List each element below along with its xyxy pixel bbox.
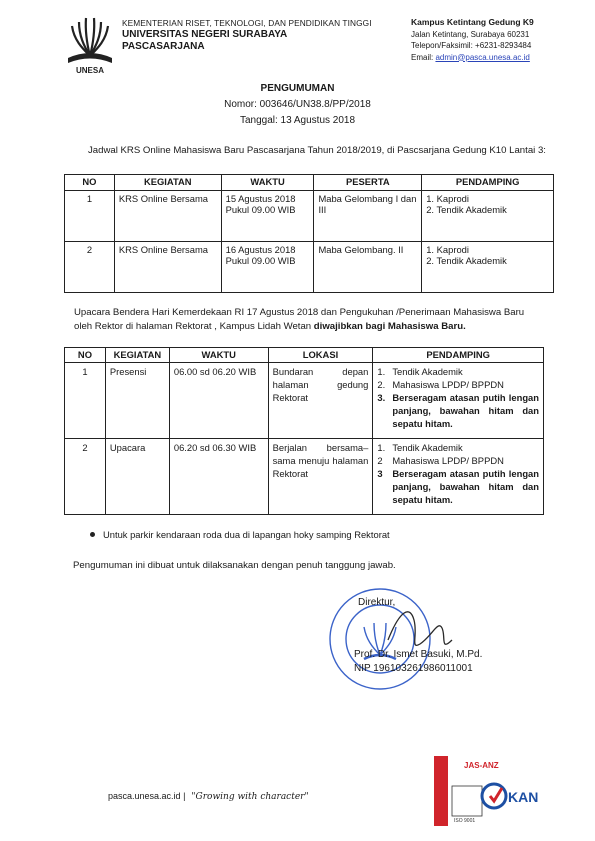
row-number: 2 bbox=[65, 242, 115, 293]
university-name: UNIVERSITAS NEGERI SURABAYA bbox=[122, 29, 288, 40]
item-text: Berseragam atasan putih lengan panjang, bawahan hitam dan sepatu hitam. bbox=[392, 392, 539, 429]
participant-cell: Maba Gelombang I dan III bbox=[314, 191, 422, 242]
time-cell bbox=[221, 191, 314, 242]
item-text: Berseragam atasan putih lengan panjang, bawahan hitam dan sepatu hitam. bbox=[392, 468, 539, 505]
krs-schedule-table bbox=[64, 174, 554, 293]
column-header: KEGIATAN bbox=[114, 175, 221, 191]
time-cell: 06.00 sd 06.20 WIB bbox=[169, 363, 268, 439]
list-item bbox=[377, 391, 539, 430]
signature-block bbox=[354, 596, 482, 676]
institution-block bbox=[122, 17, 372, 53]
parking-text: Untuk parkir kendaraan roda dua di lapangan hoky samping Rektorat bbox=[103, 529, 390, 540]
address-block bbox=[411, 17, 534, 63]
table-header-row bbox=[65, 348, 544, 363]
time-cell bbox=[221, 242, 314, 293]
time-date: 15 Agustus 2018 bbox=[225, 193, 296, 204]
list-item bbox=[377, 467, 539, 506]
column-header: KEGIATAN bbox=[105, 348, 169, 363]
footer-site: pasca.unesa.ac.id bbox=[108, 791, 181, 801]
column-header: PENDAMPING bbox=[422, 175, 554, 191]
footer-slogan: "Growing with character" bbox=[191, 792, 309, 802]
item-text: Mahasiswa LPDP/ BPPDN bbox=[392, 455, 504, 466]
item-number: 3 bbox=[377, 468, 383, 479]
ceremony-paragraph bbox=[74, 306, 544, 334]
companion-item: 1. Kaprodi bbox=[426, 244, 469, 255]
item-text: Tendik Akademik bbox=[392, 366, 463, 377]
parking-note bbox=[90, 529, 390, 540]
participant-cell: Maba Gelombang. II bbox=[314, 242, 422, 293]
ceremony-schedule-table bbox=[64, 347, 544, 515]
column-header: WAKTU bbox=[169, 348, 268, 363]
signer-role: Direktur, bbox=[358, 597, 396, 608]
krs-intro: Jadwal KRS Online Mahasiswa Baru Pascasarjana Tahun 2018/2019, di Pascsarjana Gedung K10 Lantai 3: bbox=[88, 145, 546, 156]
list-item bbox=[377, 441, 539, 454]
ministry-name: KEMENTERIAN RISET, TEKNOLOGI, DAN PENDIDIKAN TINGGI bbox=[122, 18, 372, 28]
time-hour: Pukul 09.00 WIB bbox=[225, 204, 296, 215]
activity-cell: KRS Online Bersama bbox=[114, 191, 221, 242]
closing-statement: Pengumuman ini dibuat untuk dilaksanakan dengan penuh tanggung jawab. bbox=[73, 560, 396, 571]
faculty-name: PASCASARJANA bbox=[122, 41, 205, 52]
email-line bbox=[411, 52, 534, 64]
cert-iso-label: ISO 9001 bbox=[454, 818, 476, 824]
table-row bbox=[65, 242, 554, 293]
activity-cell: KRS Online Bersama bbox=[114, 242, 221, 293]
item-text: Mahasiswa LPDP/ BPPDN bbox=[392, 379, 504, 390]
item-number: 2. bbox=[377, 379, 386, 390]
companion-cell bbox=[422, 191, 554, 242]
unesa-logo bbox=[64, 14, 116, 76]
companion-list bbox=[377, 365, 539, 430]
time-cell: 06.20 sd 06.30 WIB bbox=[169, 439, 268, 515]
campus-name: Kampus Ketintang Gedung K9 bbox=[411, 17, 534, 27]
cert-jas-label: JAS-ANZ bbox=[464, 761, 499, 770]
column-header: NO bbox=[65, 348, 106, 363]
row-number: 1 bbox=[65, 191, 115, 242]
companion-cell bbox=[373, 363, 544, 439]
column-header: PESERTA bbox=[314, 175, 422, 191]
list-item bbox=[377, 365, 539, 378]
column-header: NO bbox=[65, 175, 115, 191]
cert-kan-label: KAN bbox=[508, 789, 539, 805]
location-cell: Bundaran depan halaman gedung Rektorat bbox=[268, 363, 373, 439]
email-link[interactable]: admin@pasca.unesa.ac.id bbox=[435, 52, 530, 62]
companion-item: 2. Tendik Akademik bbox=[426, 204, 507, 215]
activity-cell: Presensi bbox=[105, 363, 169, 439]
certification-logo bbox=[434, 752, 542, 830]
item-number: 1. bbox=[377, 442, 386, 453]
location-cell: Berjalan bersama–sama menuju halaman Rektorat bbox=[268, 439, 373, 515]
row-number: 2 bbox=[65, 439, 106, 515]
item-number: 3. bbox=[377, 392, 386, 403]
column-header: PENDAMPING bbox=[373, 348, 544, 363]
table-row bbox=[65, 439, 544, 515]
table-header-row bbox=[65, 175, 554, 191]
activity-cell: Upacara bbox=[105, 439, 169, 515]
companion-list bbox=[377, 441, 539, 506]
phone-number: Telepon/Faksimil: +6231-8293484 bbox=[411, 41, 532, 50]
item-number: 2 bbox=[377, 455, 383, 466]
signer-name: Prof. Dr. Ismet Basuki, M.Pd. bbox=[354, 649, 483, 660]
signer-nip: NIP 196103261986011001 bbox=[354, 663, 473, 674]
table-row bbox=[65, 363, 544, 439]
list-item bbox=[377, 454, 539, 467]
time-hour: Pukul 09.00 WIB bbox=[225, 255, 296, 266]
item-number: 1. bbox=[377, 366, 386, 377]
companion-item: 1. Kaprodi bbox=[426, 193, 469, 204]
bullet-icon bbox=[90, 532, 95, 537]
announcement-number: Nomor: 003646/UN38.8/PP/2018 bbox=[224, 99, 371, 110]
column-header: WAKTU bbox=[221, 175, 314, 191]
column-header: LOKASI bbox=[268, 348, 373, 363]
companion-item: 2. Tendik Akademik bbox=[426, 255, 507, 266]
table-row bbox=[65, 191, 554, 242]
footer: pasca.unesa.ac.id | "Growing with character" bbox=[108, 791, 309, 802]
ceremony-text: Upacara Bendera Hari Kemerdekaan RI 17 Agustus 2018 dan Pengukuhan /Penerimaan Mahasiswa Baru oleh Rektor di halaman Rektorat , Kampus Lidah Wetan bbox=[74, 307, 525, 332]
companion-cell bbox=[422, 242, 554, 293]
item-text: Tendik Akademik bbox=[392, 442, 463, 453]
time-date: 16 Agustus 2018 bbox=[225, 244, 296, 255]
announcement-title: PENGUMUMAN bbox=[260, 83, 335, 94]
street-address: Jalan Ketintang, Surabaya 60231 bbox=[411, 29, 530, 39]
announcement-date: Tanggal: 13 Agustus 2018 bbox=[239, 115, 356, 126]
list-item bbox=[377, 378, 539, 391]
row-number: 1 bbox=[65, 363, 106, 439]
logo-text: UNESA bbox=[75, 66, 105, 75]
companion-cell bbox=[373, 439, 544, 515]
email-label: Email: bbox=[411, 52, 436, 62]
ceremony-obligation: diwajibkan bagi Mahasiswa Baru. bbox=[313, 321, 466, 332]
